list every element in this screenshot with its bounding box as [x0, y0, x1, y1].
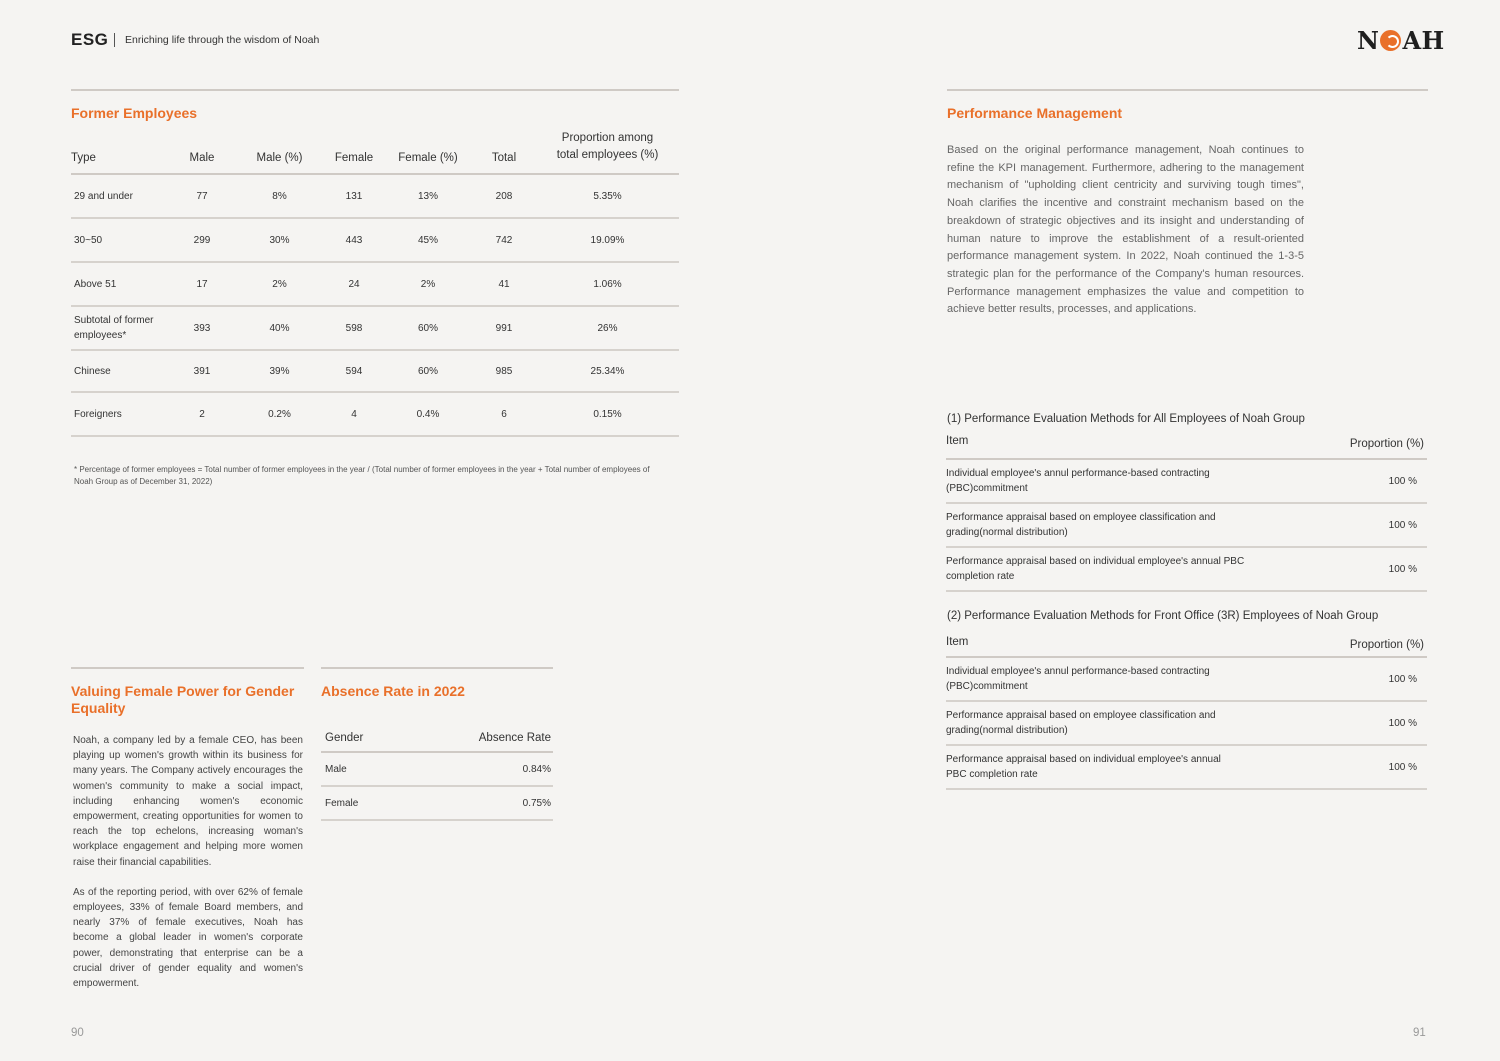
table-header	[321, 724, 553, 753]
noah-logo	[1357, 26, 1445, 55]
performance-table1	[946, 430, 1427, 592]
section-rule	[321, 667, 553, 669]
cell-total: 6	[501, 408, 507, 420]
table-row	[946, 702, 1427, 746]
cell-item: Performance appraisal based on employee classification and grading(normal distribution)	[946, 512, 1216, 538]
cell-male: 391	[193, 365, 211, 377]
col-item: Item	[946, 636, 969, 648]
female-power-paragraph: As of the reporting period, with over 62% of female employees, 33% of female Board members, and nearly 37% of female executives, Noah has become a global leader in women's corporate power, demonstrating that enterprise can be a crucial driver of gender equality and women's empowerment.	[73, 886, 303, 990]
cell-female: 594	[345, 365, 363, 377]
cell-item: Performance appraisal based on individual employee's annual PBC completion rate	[946, 754, 1221, 780]
cell-proportion: 100 %	[1388, 673, 1417, 685]
cell-type: 30~50	[74, 234, 103, 246]
table-header	[946, 430, 1427, 460]
section-rule	[71, 667, 304, 669]
table-row	[71, 351, 679, 393]
cell-rate: 0.75%	[522, 797, 551, 809]
table-row	[71, 393, 679, 437]
table-row	[71, 175, 679, 219]
cell-male: 393	[193, 322, 211, 334]
performance-table1-caption: (1) Performance Evaluation Methods for All Employees of Noah Group	[947, 413, 1305, 425]
cell-gender: Male	[325, 763, 347, 775]
performance-table2	[946, 628, 1427, 790]
col-male-pct: Male (%)	[256, 152, 303, 164]
cell-female: 443	[345, 234, 363, 246]
female-power-paragraph: Noah, a company led by a female CEO, has been playing up women's growth within its business for many years. The Company actively encourages the women's community to make a social impact, including enhancing women's economic empowerment, creating opportunities for women to reach the top echelons, increasing woman's workplace engagement and helping more women raise their financial capabilities.	[73, 735, 303, 868]
cell-proportion: 0.15%	[593, 408, 622, 420]
col-proportion: Proportion (%)	[1349, 438, 1424, 450]
cell-male-pct: 40%	[269, 322, 290, 334]
cell-male-pct: 8%	[272, 190, 287, 202]
cell-rate: 0.84%	[522, 763, 551, 775]
section-rule	[71, 89, 679, 91]
former-employees-footnote: * Percentage of former employees = Total number of former employees in the year / (Total number of former employees in the year + Total number of employees of Noah Group as of December 31, 2022)	[74, 465, 650, 486]
cell-female: 598	[345, 322, 363, 334]
cell-item: Individual employee's annul performance-based contracting (PBC)commitment	[946, 468, 1210, 494]
section-rule	[947, 89, 1428, 91]
former-employees-table	[71, 128, 679, 437]
table-row	[946, 658, 1427, 702]
cell-total: 742	[495, 234, 513, 246]
table-row	[946, 548, 1427, 592]
table-row	[946, 746, 1427, 790]
cell-proportion: 19.09%	[590, 234, 625, 246]
col-proportion	[536, 130, 679, 164]
col-item: Item	[946, 435, 969, 447]
table-row	[321, 753, 553, 787]
table-row	[71, 263, 679, 307]
cell-proportion: 1.06%	[593, 278, 622, 290]
col-proportion-line2: total employees (%)	[556, 149, 659, 161]
cell-proportion: 100 %	[1388, 761, 1417, 773]
col-gender: Gender	[325, 731, 364, 744]
cell-item: Individual employee's annul performance-based contracting (PBC)commitment	[946, 666, 1210, 692]
cell-proportion: 100 %	[1388, 717, 1417, 729]
cell-female-pct: 2%	[420, 278, 436, 290]
former-employees-title: Former Employees	[71, 105, 198, 121]
cell-total: 991	[495, 322, 513, 334]
col-type: Type	[71, 152, 96, 164]
female-power-title: Valuing Female Power for Gender Equality	[71, 683, 295, 716]
page-number-left: 90	[71, 1027, 84, 1039]
col-female-pct: Female (%)	[398, 152, 458, 164]
cell-male: 77	[196, 190, 208, 202]
cell-male-pct: 0.2%	[268, 408, 291, 420]
header-divider	[114, 33, 115, 47]
cell-type: Above 51	[74, 278, 117, 290]
cell-male: 2	[199, 408, 205, 420]
table-header	[71, 128, 679, 175]
absence-rate-table	[321, 724, 553, 821]
header-tagline: Enriching life through the wisdom of Noah	[125, 34, 320, 46]
table-header	[946, 628, 1427, 658]
cell-female-pct: 60%	[417, 365, 438, 377]
table-row	[946, 460, 1427, 504]
cell-type: 29 and under	[74, 190, 133, 202]
performance-title: Performance Management	[947, 105, 1123, 121]
logo-o-icon	[1380, 30, 1401, 51]
cell-total: 208	[495, 190, 513, 202]
performance-body: Based on the original performance management, Noah continues to refine the KPI management. Furthermore, adhering to the management mechanism of "upholding client centricity and surviving tough times", Noah clarifies the incentive and constraint mechanism based on the breakdown of strategic objectives and its insight and understanding of human nature to improve the establishment of a result-oriented performance management system. In 2022, Noah continued the 1-3-5 strategic plan for the performance of the Company's human resources. Performance management emphasizes the value and competition to achieve better results, processes, and applications.	[947, 144, 1304, 316]
cell-male: 17	[196, 278, 208, 290]
female-power-body	[73, 733, 303, 991]
col-absence-rate: Absence Rate	[478, 731, 551, 744]
performance-table2-caption: (2) Performance Evaluation Methods for Front Office (3R) Employees of Noah Group	[947, 610, 1379, 622]
cell-total: 985	[495, 365, 513, 377]
cell-male-pct: 39%	[269, 365, 290, 377]
table-row	[946, 504, 1427, 548]
cell-female-pct: 45%	[417, 234, 438, 246]
cell-proportion: 25.34%	[590, 365, 625, 377]
cell-type: Subtotal of former employees*	[74, 315, 154, 341]
cell-item: Performance appraisal based on individual employee's annual PBC completion rate	[946, 556, 1245, 582]
col-total: Total	[491, 152, 517, 164]
cell-total: 41	[498, 278, 510, 290]
cell-male-pct: 30%	[269, 234, 290, 246]
cell-female-pct: 60%	[417, 322, 438, 334]
cell-proportion: 100 %	[1388, 519, 1417, 531]
cell-type: Chinese	[74, 365, 111, 377]
table-row	[71, 307, 679, 351]
cell-male: 299	[193, 234, 211, 246]
cell-female: 24	[348, 278, 360, 290]
cell-male-pct: 2%	[272, 278, 287, 290]
cell-female: 4	[351, 408, 357, 420]
cell-proportion: 5.35%	[593, 190, 622, 202]
cell-female-pct: 13%	[417, 190, 438, 202]
cell-female: 131	[345, 190, 363, 202]
cell-proportion: 100 %	[1388, 563, 1417, 575]
table-row	[71, 219, 679, 263]
absence-rate-title: Absence Rate in 2022	[321, 683, 465, 699]
cell-gender: Female	[325, 797, 359, 809]
logo-text-right: AH	[1402, 26, 1445, 55]
page-number-right: 91	[1413, 1027, 1426, 1039]
col-proportion-line1: Proportion among	[561, 132, 654, 144]
logo-text-left: N	[1357, 26, 1380, 55]
cell-proportion: 100 %	[1388, 475, 1417, 487]
table-row	[321, 787, 553, 821]
col-proportion: Proportion (%)	[1349, 639, 1424, 651]
cell-female-pct: 0.4%	[416, 408, 440, 420]
cell-proportion: 26%	[597, 322, 618, 334]
cell-item: Performance appraisal based on employee classification and grading(normal distribution)	[946, 710, 1216, 736]
col-male: Male	[189, 152, 215, 164]
esg-label: ESG	[71, 30, 109, 49]
col-female: Female	[334, 152, 374, 164]
cell-type: Foreigners	[74, 408, 122, 420]
